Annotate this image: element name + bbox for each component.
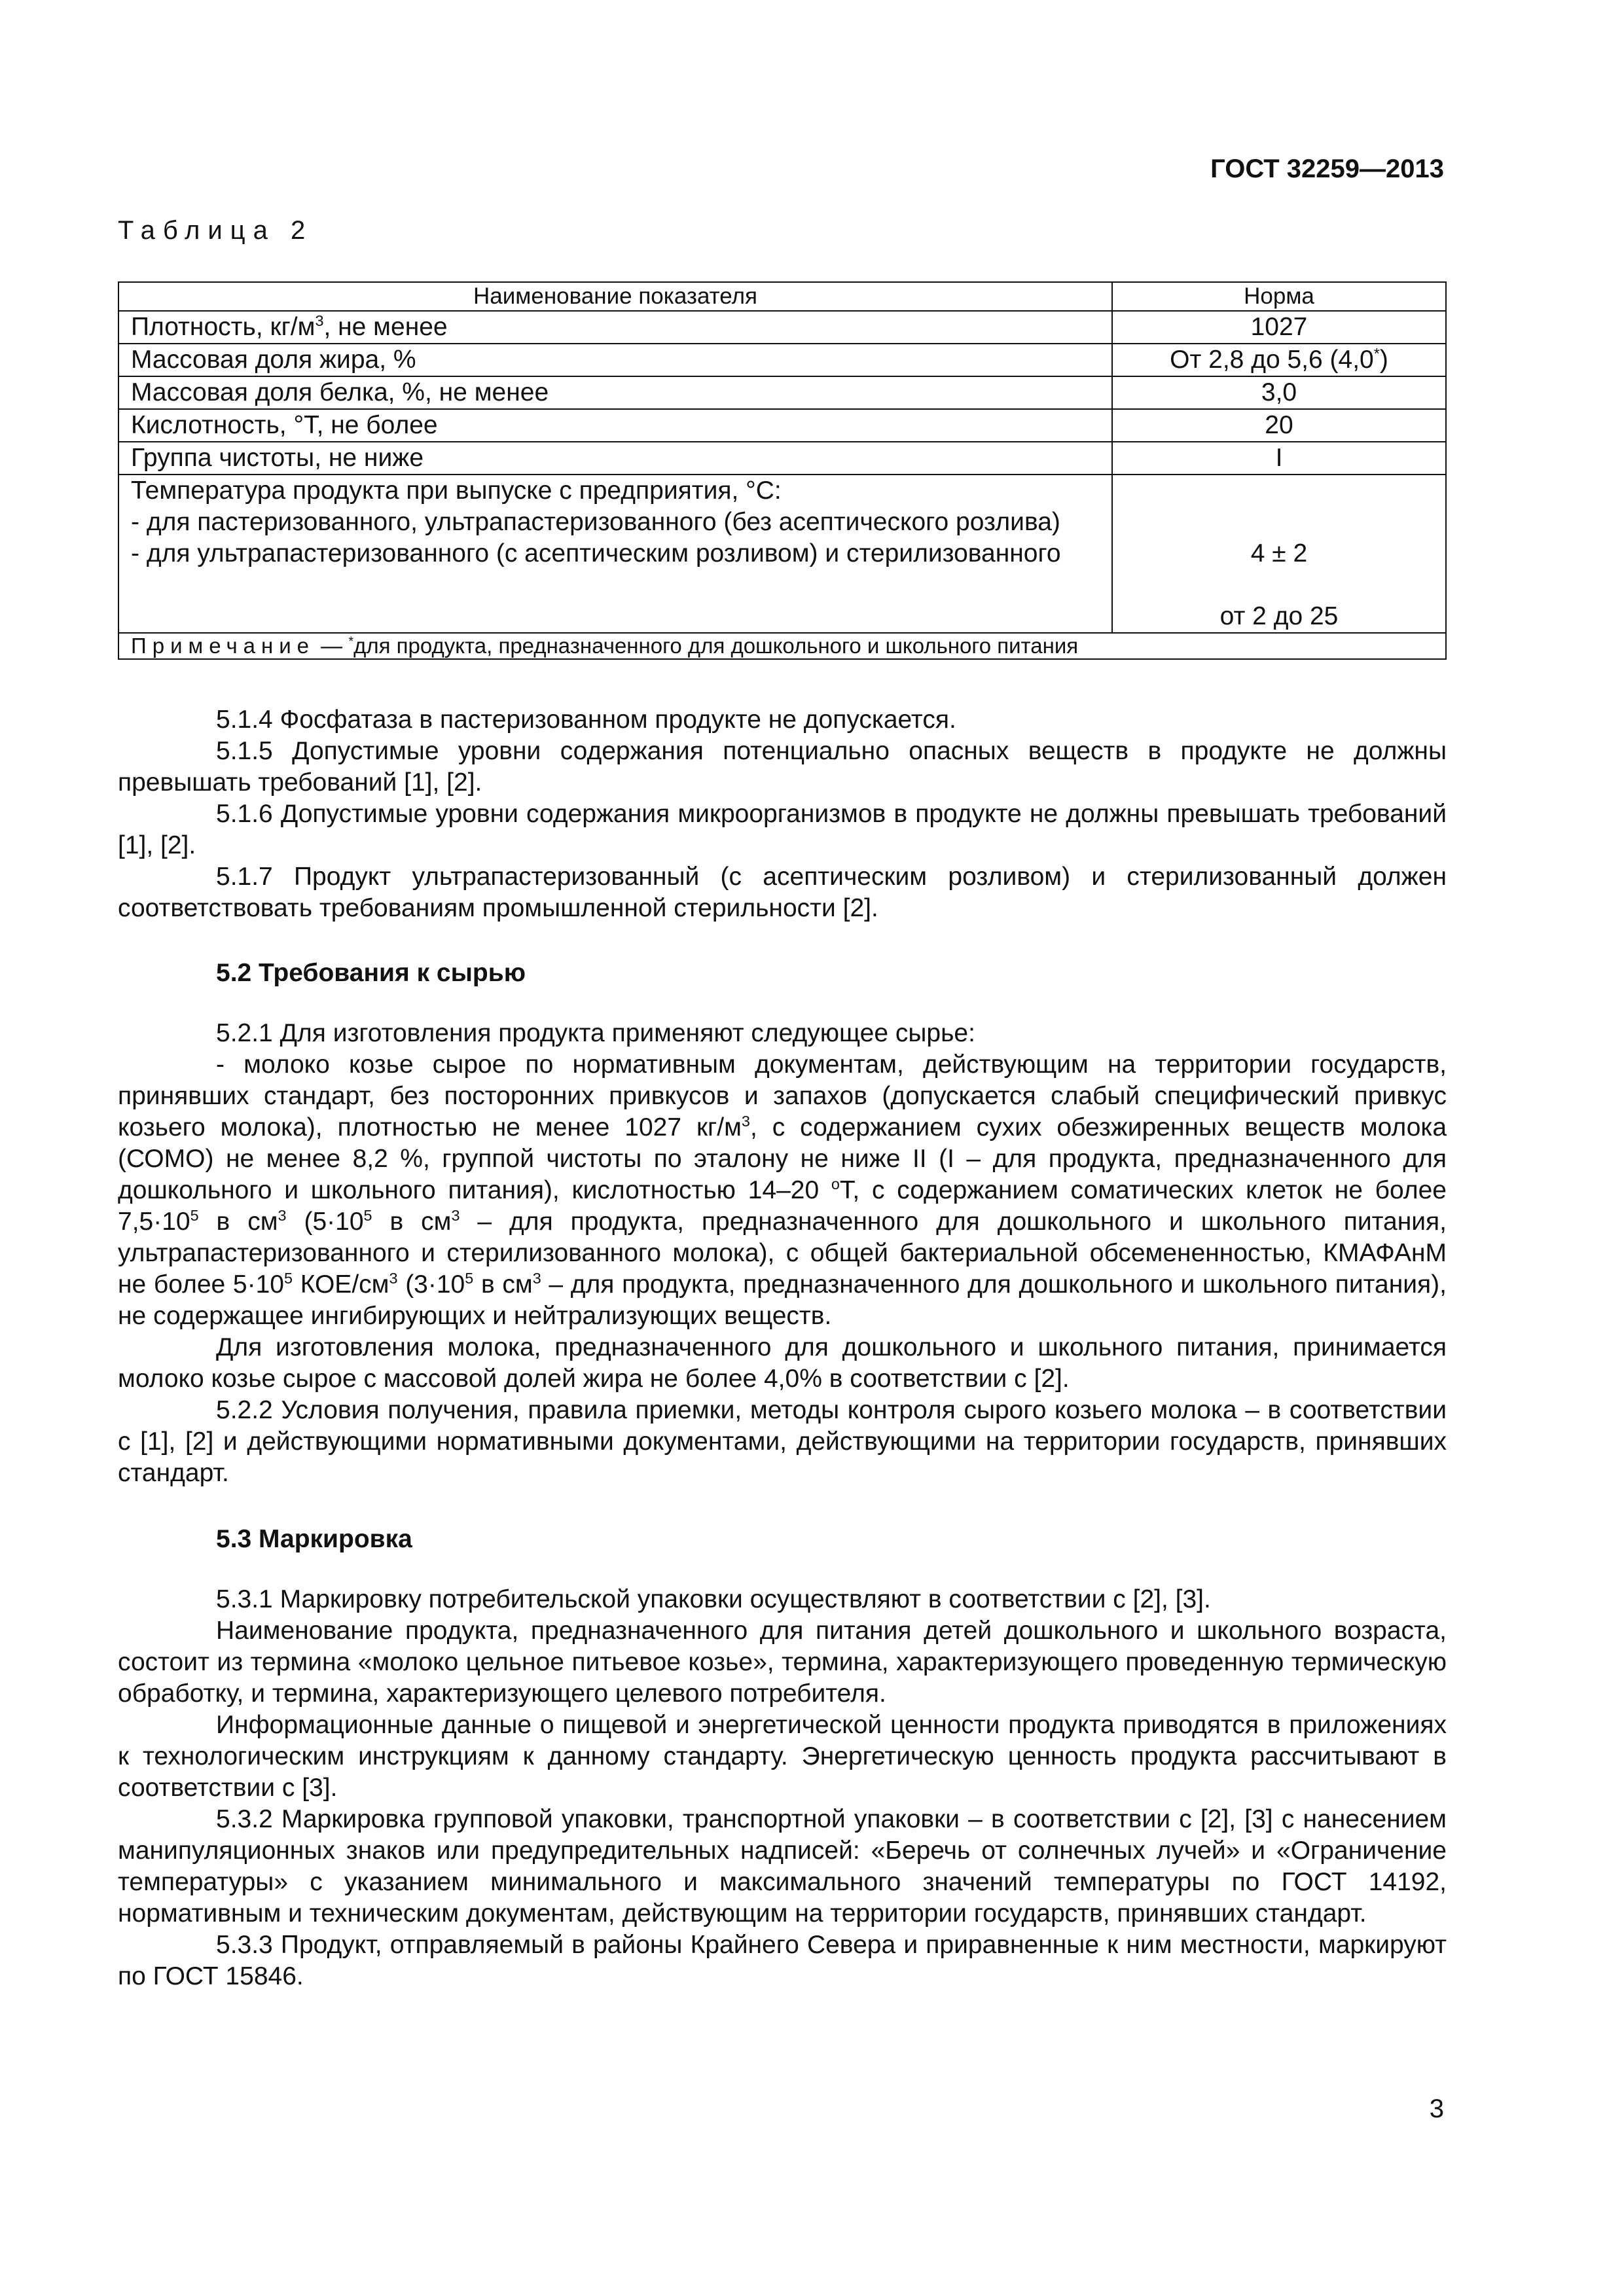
paragraph-5-3-1: 5.3.1 Маркировку потребительской упаковки осуществляют в соответствии с [2], [3].	[216, 1585, 1211, 1613]
paragraph-5-3-1-info: Информационные данные о пищевой и энергетической ценности продукта приводятся в приложениях к технологическим инструкциям к данному стандарту. Энергетическую ценность продукта рассчитывают в соответствии с [3].	[118, 1711, 1447, 1802]
temperature-pasteurized: - для пастеризованного, ультрапастеризованного (без асептического розлива)	[131, 508, 1060, 536]
note-label: Примечание	[131, 634, 316, 658]
paragraph-5-1-4: 5.1.4 Фосфатаза в пастеризованном продукте не допускается.	[216, 706, 956, 734]
note-dash: —	[315, 634, 349, 658]
section-5-2-paragraphs	[118, 1018, 1447, 1489]
paragraph-5-3-3: 5.3.3 Продукт, отправляемый в районы Крайнего Севера и приравненные к ним местности, маркируют по ГОСТ 15846.	[118, 1931, 1447, 1990]
temperature-value-2: от 2 до 25	[1219, 602, 1339, 630]
table-row	[118, 376, 1446, 409]
row-name-text: Плотность, кг/м	[131, 313, 316, 341]
paragraph-raw-milk: - молоко козье сырое по нормативным документам, действующим на территории государств, принявших стандарт, без посторонних привкусов и запахов (допускается слабый специфический привкус козьего молока), плотностью не менее 1027 $кг/м^3$, с содержанием сухих обезжиренных веществ молока (СОМО) не менее 8,2 %, группой чистоты по эталону не ниже II (I – для продукта, предназначенного для дошкольного и школьного питания), кислотностью 14–20 $^о$Т, с содержанием соматических клеток не более $7,5\cdot 10^5$ в $см^3$ ($5\cdot 10^5$ в $см^3$ – для продукта, предназначенного для дошкольного и школьного питания, ультрапастеризованного и стерилизованного молока), с общей бактериальной обсемененностью, КМАФАнМ не более $5\cdot 10^5$ КОЕ/$см^3$ ($3\cdot 10^5$ в $см^3$ – для продукта, предназначенного для дошкольного и школьного питания), не содержащее ингибирующих и нейтрализующих веществ.	[118, 1050, 1447, 1330]
paragraph-5-2-1: 5.2.1 Для изготовления продукта применяют следующее сырье:	[216, 1019, 975, 1047]
temperature-title: Температура продукта при выпуске с предприятия, °С:	[131, 476, 782, 505]
section-heading-5-3: 5.3 Маркировка	[216, 1525, 412, 1553]
page-number: 3	[1429, 2094, 1444, 2123]
table-header-row	[118, 282, 1446, 311]
table-row	[118, 311, 1446, 344]
paragraph-5-1-7: 5.1.7 Продукт ультрапастеризованный (с асептическим розливом) и стерилизованный должен соответствовать требованиям промышленной стерильности [2].	[118, 863, 1447, 922]
row-value	[1112, 344, 1446, 376]
column-header-name: Наименование показателя	[118, 282, 1112, 311]
paragraph-5-2-2: 5.2.2 Условия получения, правила приемки, методы контроля сырого козьего молока – в соответствии с [1], [2] и действующими нормативными документами, действующими на территории государств, принявших стандарт.	[118, 1396, 1447, 1487]
paragraph-5-3-1-name: Наименование продукта, предназначенного для питания детей дошкольного и школьного возраста, состоит из термина «молоко цельное питьевое козье», термина, характеризующего проведенную термическую обработку, и термина, характеризующего целевого потребителя.	[118, 1617, 1447, 1708]
footnote-marker: *	[1373, 345, 1380, 362]
section-heading-5-2: 5.2 Требования к сырью	[216, 959, 526, 987]
row-value-text: )	[1379, 346, 1388, 374]
table-caption: Таблица 2	[118, 216, 314, 245]
row-value: 20	[1112, 409, 1446, 442]
paragraph-5-3-2: 5.3.2 Маркировка групповой упаковки, транспортной упаковки – в соответствии с [2], [3] с нанесением манипуляционных знаков или предупредительных надписей: «Беречь от солнечных лучей» и «Ограничение температуры» с указанием минимального и максимального значений температуры по ГОСТ 14192, нормативным и техническим документам, действующим на территории государств, принявших стандарт.	[118, 1805, 1447, 1928]
paragraph-5-1-5: 5.1.5 Допустимые уровни содержания потенциально опасных веществ в продукте не должны превышать требований [1], [2].	[118, 737, 1447, 797]
note-text: для продукта, предназначенного для дошкольного и школьного питания	[353, 634, 1079, 658]
row-name: Кислотность, °Т, не более	[118, 409, 1112, 442]
temperature-sterilized: - для ультрапастеризованного (с асептическим розливом) и стерилизованного	[131, 539, 1061, 567]
section-5-3-paragraphs	[118, 1584, 1447, 1992]
row-value: 3,0	[1112, 376, 1446, 409]
table-row-temperature	[118, 475, 1446, 633]
table-note-row	[118, 633, 1446, 659]
row-value: I	[1112, 442, 1446, 475]
column-header-norm: Норма	[1112, 282, 1446, 311]
row-name: Массовая доля жира, %	[118, 344, 1112, 376]
row-name: Группа чистоты, не ниже	[118, 442, 1112, 475]
section-5-1-paragraphs	[118, 704, 1447, 924]
row-value	[1112, 475, 1446, 633]
paragraph-fat: Для изготовления молока, предназначенного для дошкольного и школьного питания, принимается молоко козье сырое с массовой долей жира не более 4,0% в соответствии с [2].	[118, 1333, 1447, 1393]
row-name-text: , не менее	[323, 313, 448, 341]
row-value: 1027	[1112, 311, 1446, 344]
table-row	[118, 442, 1446, 475]
table-note	[118, 633, 1446, 659]
row-value-text: От 2,8 до 5,6 (4,0	[1170, 346, 1374, 374]
superscript: 3	[315, 312, 324, 329]
document-code: ГОСТ 32259—2013	[1210, 154, 1444, 183]
table-row	[118, 344, 1446, 376]
footnote-marker: *	[348, 634, 354, 649]
indicators-table	[118, 281, 1447, 660]
row-name: Массовая доля белка, %, не менее	[118, 376, 1112, 409]
row-name	[118, 475, 1112, 633]
paragraph-5-1-6: 5.1.6 Допустимые уровни содержания микроорганизмов в продукте не должны превышать требований [1], [2].	[118, 800, 1447, 859]
table-row	[118, 409, 1446, 442]
row-name	[118, 311, 1112, 344]
temperature-value-1: 4 ± 2	[1250, 539, 1308, 567]
